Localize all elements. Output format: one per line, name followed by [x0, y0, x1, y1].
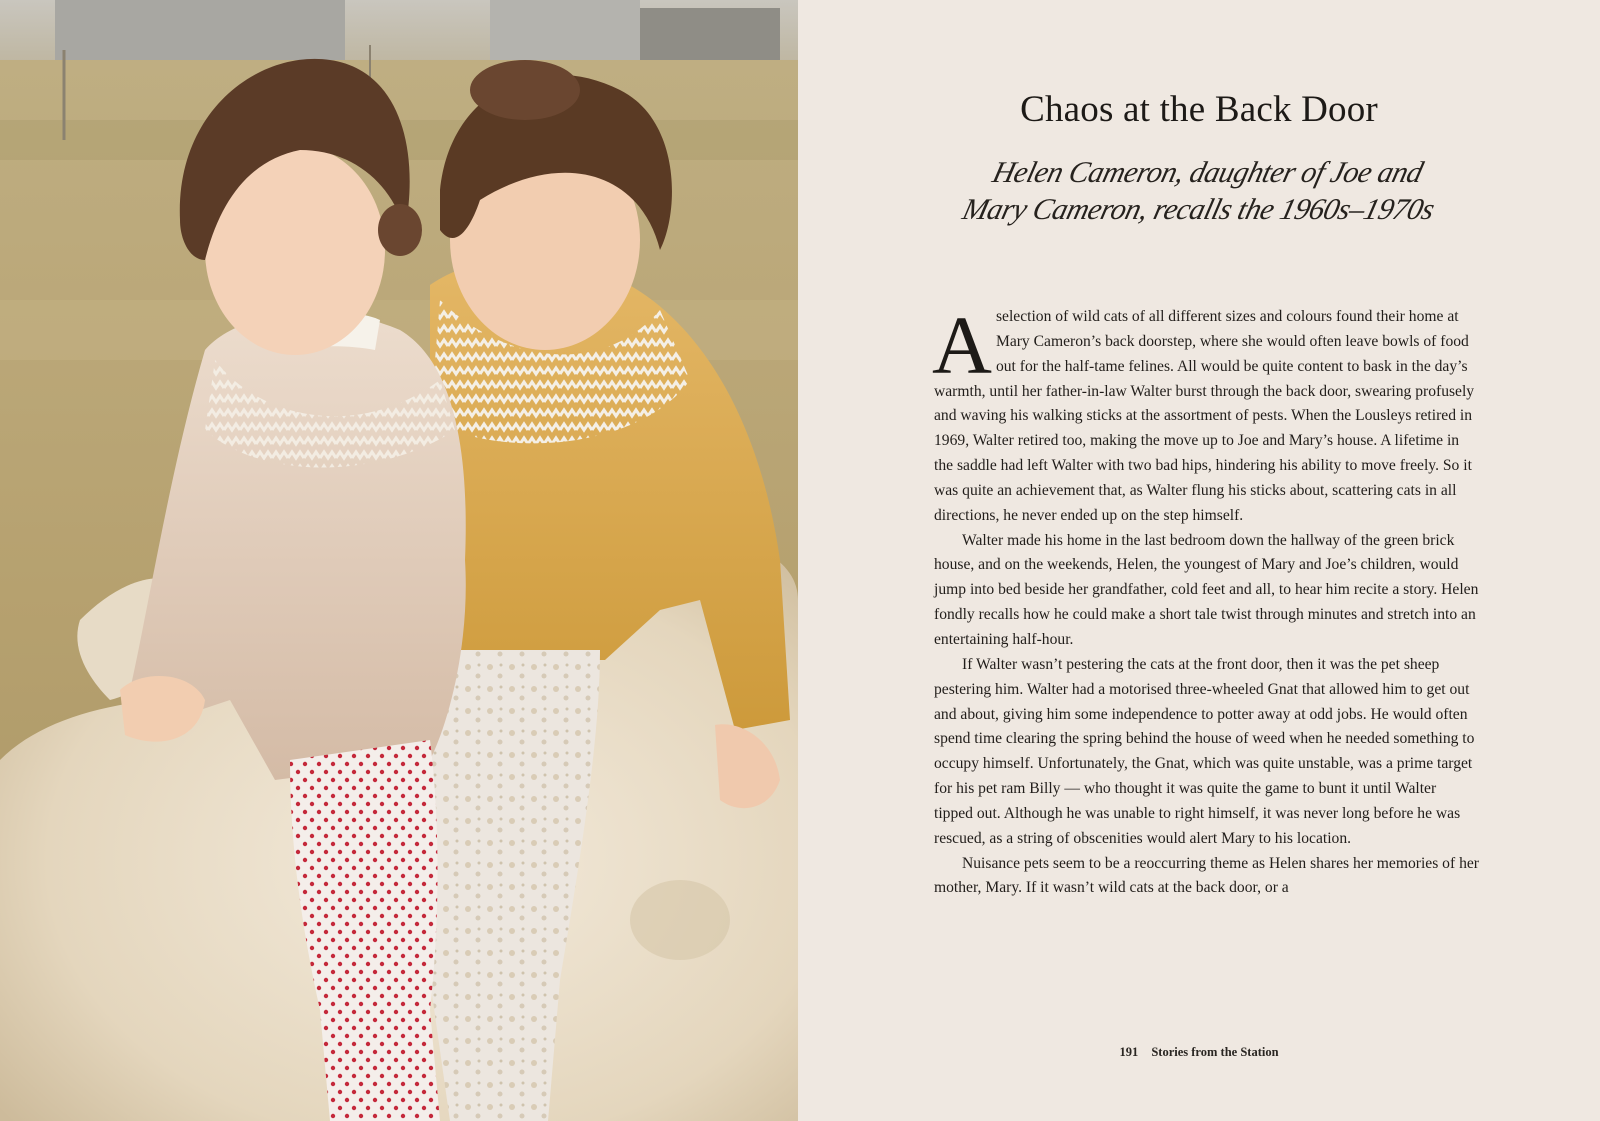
paragraph-1-text: selection of wild cats of all different sizes and colours found their home at Mary Cameron’s back doorstep, where she would often leave bowls of food out for the half-tame felines. All would be quite content to bask in the day’s warmth, until her father-in-law Walter burst through the back door, swearing profusely and waving his walking sticks at the assortment of pests. When the Lousleys retired in 1969, Walter retired too, making the move up to Joe and Mary’s house. A lifetime in the saddle had left Walter with two bad hips, hindering his ability to move freely. So it was quite an achievement that, as Walter flung his sticks about, scattering cats in all directions, he never ended up on the step himself.: [934, 308, 1475, 524]
paragraph-3: If Walter wasn’t pestering the cats at the front door, then it was the pet sheep pestering him. Walter had a motorised three-wheeled Gnat that allowed him to get out and about, giving him some independence to potter away at odd jobs. He would often spend time clearing the spring behind the house of weed when he needed something to occupy himself. Unfortunately, the Gnat, which was quite unstable, was a prime target for his pet ram Billy — who thought it was quite the game to bunt it until Walter tipped out. Although he was unable to right himself, it was never long before he was rescued, as a string of obscenities would alert Mary to his location.: [934, 655, 1475, 847]
photo-page: [0, 0, 798, 1121]
article-title: Chaos at the Back Door: [1020, 89, 1378, 130]
text-page: [798, 0, 1600, 1121]
paragraph-4: Nuisance pets seem to be a reoccurring theme as Helen shares her memories of her mother, Mary. If it wasn’t wild cats at the back door, or a: [934, 854, 1479, 897]
paragraph-2: Walter made his home in the last bedroom down the hallway of the green brick house, and on the weekends, Helen, the youngest of Mary and Joe’s children, would jump into bed beside her grandfather, cold feet and all, to hear him recite a story. Helen fondly recalls how he could make a short tale twist through minutes and stretch into an entertaining half-hour.: [934, 531, 1479, 648]
byline-line-1: Helen Cameron, daughter of Joe and: [989, 156, 1426, 189]
byline-line-2: Mary Cameron, recalls the 1960s–1970s: [959, 193, 1438, 226]
running-footer-title: Stories from the Station: [1151, 1045, 1279, 1059]
page-footer: [798, 1045, 1600, 1060]
drop-cap: A: [932, 299, 992, 391]
article-body: [932, 299, 1479, 901]
photo-two-girls-on-pony: [0, 0, 798, 1121]
article-byline: [949, 154, 1457, 228]
paragraph-1: [932, 299, 1479, 529]
page-number: 191: [1119, 1045, 1139, 1059]
